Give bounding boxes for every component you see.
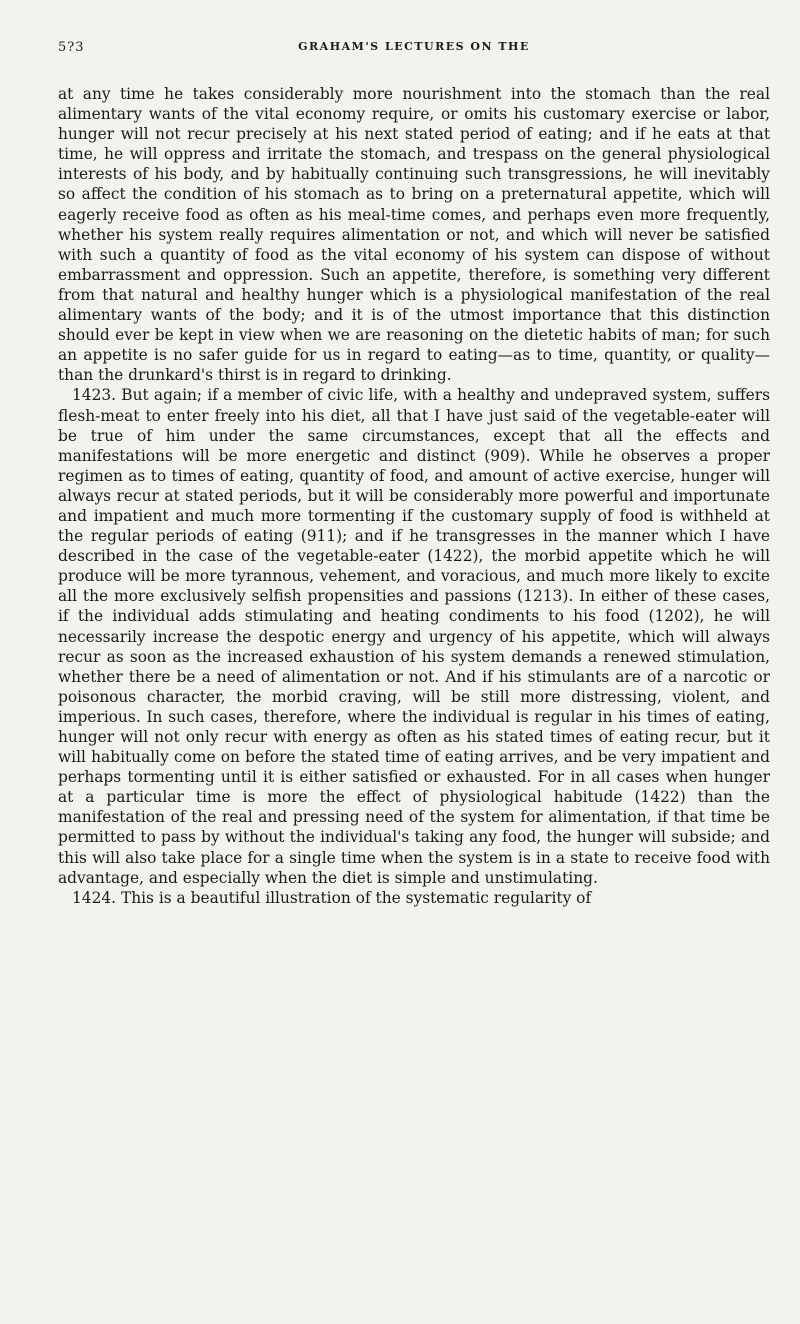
body-text xyxy=(58,84,770,908)
paragraph-1423: 1423. But again; if a member of civic life, with a healthy and undepraved system, suffers flesh-meat to enter freely into his diet, all that I have just said of the vegetable-eater will be true of him under the same circumstances, except that all the effects and manifestations will be more energetic and distinct (909). While he observes a proper regimen as to times of eating, quantity of food, and amount of active exercise, hunger will always recur at stated periods, but it will be considerably more powerful and importunate and impatient and much more tormenting if the customary supply of food is withheld at the regular periods of eating (911); and if he transgresses in the manner which I have described in the case of the vegetable-eater (1422), the morbid appetite which he will produce will be more tyrannous, vehement, and voracious, and much more likely to excite all the more exclusively selfish propensities and passions (1213). In either of these cases, if the individual adds stimulating and heating condiments to his food (1202), he will necessarily increase the despotic energy and urgency of his appetite, which will always recur as soon as the increased exhaustion of his system demands a renewed stimulation, whether there be a need of alimentation or not. And if his stimulants are of a narcotic or poisonous character, the morbid craving, will be still more distressing, violent, and imperious. In such cases, therefore, where the individual is regular in his times of eating, hunger will not only recur with energy as often as his stated times of eating recur, but it will habitually come on before the stated time of eating arrives, and be very impatient and perhaps tormenting until it is either satisfied or exhausted. For in all cases when hunger at a particular time is more the effect of physiological habitude (1422) than the manifestation of the real and pressing need of the system for alimentation, if that time be permitted to pass by without the individual's taking any food, the hunger will subside; and this will also take place for a single time when the system is in a state to receive food with advantage, and especially when the diet is simple and unstimulating. xyxy=(58,386,770,887)
page-header xyxy=(58,40,770,70)
paragraph-1424: 1424. This is a beautiful illustration of the systematic regularity of xyxy=(72,888,592,907)
book-page xyxy=(58,40,770,908)
paragraph-continuation: at any time he takes considerably more nourishment into the stomach than the real alimentary wants of the vital economy require, or omits his customary exercise or labor, hunger will not recur precisely at his next stated period of eating; and if he eats at that time, he will oppress and irritate the stomach, and trespass on the general physiological interests of his body, and by habitually continuing such transgressions, he will inevitably so affect the condition of his stomach as to bring on a preternatural appetite, which will eagerly receive food as often as his meal-time comes, and perhaps even more frequently, whether his system really requires alimentation or not, and which will never be satisfied with such a quantity of food as the vital economy of his system can dispose of without embarrassment and oppression. Such an appetite, therefore, is something very different from that natural and healthy hunger which is a physiological manifestation of the real alimentary wants of the body; and it is of the utmost importance that this distinction should ever be kept in view when we are reasoning on the dietetic habits of man; for such an appetite is no safer guide for us in regard to eating—as to time, quantity, or quality—than the drunkard's thirst is in regard to drinking. xyxy=(58,85,770,385)
running-title: GRAHAM'S LECTURES ON THE xyxy=(298,40,530,53)
page-number: 5?3 xyxy=(58,40,85,55)
